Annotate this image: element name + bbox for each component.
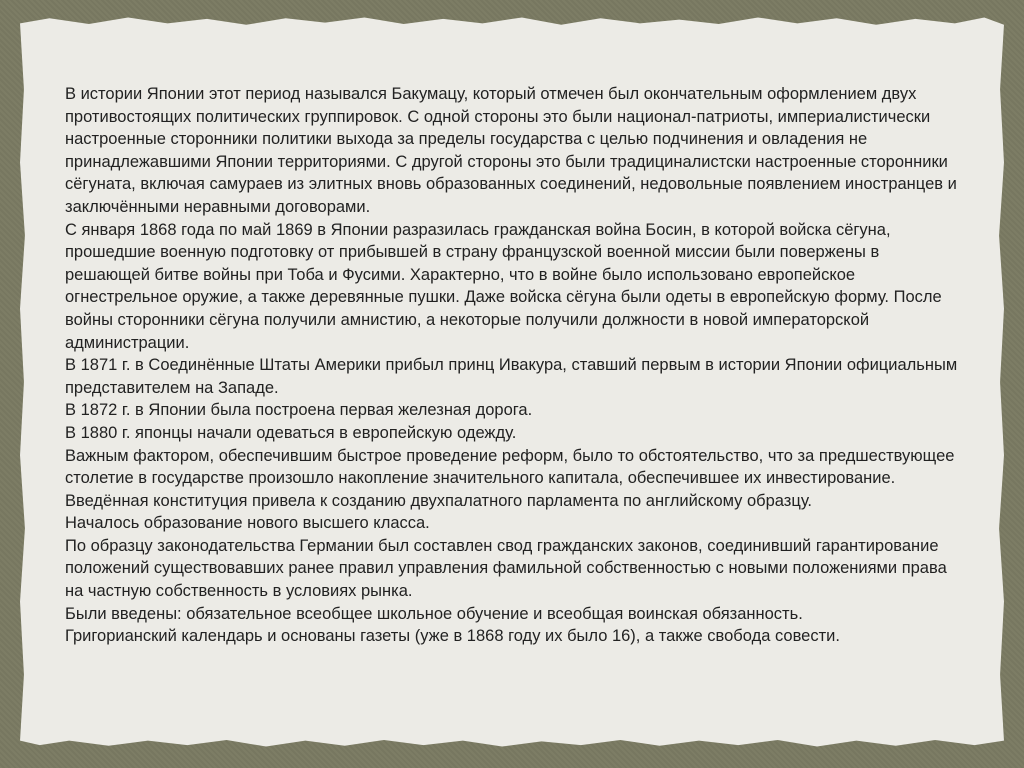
paragraph: Были введены: обязательное всеобщее школьное обучение и всеобщая воинская обязанность. bbox=[65, 604, 803, 623]
text-body bbox=[65, 83, 965, 648]
paragraph: Важным фактором, обеспечившим быстрое проведение реформ, было то обстоятельство, что за предшествующее столетие в государстве произошло накопление значительного капитала, обеспечившее их инвестирование. bbox=[65, 446, 955, 488]
paragraph: В 1880 г. японцы начали одеваться в европейскую одежду. bbox=[65, 423, 517, 442]
paragraph: В истории Японии этот период назывался Бакумацу, который отмечен был окончательным оформлением двух противостоящих политических группировок. С одной стороны это были национал-патриоты, империалистически настроенные сторонники политики выхода за пределы государства с целью подчинения и овладения не принадлежавшими Японии территориями. С другой стороны это были традициналистски настроенные сторонники сёгуната, включая самураев из элитных вновь образованных соединений, недовольные появлением иностранцев и заключёнными неравными договорами. bbox=[65, 85, 957, 216]
paragraph: В 1872 г. в Японии была построена первая железная дорога. bbox=[65, 401, 533, 420]
paragraph: Началось образование нового высшего класса. bbox=[65, 514, 430, 533]
paragraph: С января 1868 года по май 1869 в Японии разразилась гражданская война Босин, в которой войска сёгуна, прошедшие военную подготовку от прибывшей в страну французской военной миссии были повержены в решающей битве войны при Тоба и Фусими. Характерно, что в войне было использовано европейское огнестрельное оружие, а также деревянные пушки. Даже войска сёгуна были одеты в европейскую форму. После войны сторонники сёгуна получили амнистию, а некоторые получили должности в новой императорской администрации. bbox=[65, 220, 942, 352]
paragraph: Введённая конституция привела к созданию двухпалатного парламента по английскому образцу. bbox=[65, 491, 812, 510]
paragraph: В 1871 г. в Соединённые Штаты Америки прибыл принц Ивакура, ставший первым в истории Японии официальным представителем на Западе. bbox=[65, 356, 958, 397]
paragraph: Григорианский календарь и основаны газеты (уже в 1868 году их было 16), а также свобода совести. bbox=[65, 627, 840, 646]
paragraph: По образцу законодательства Германии был составлен свод гражданских законов, соединивший гарантирование положений существовавших ранее правил управления фамильной собственностью с новыми положениями права на частную собственность в условиях рынка. bbox=[65, 536, 947, 601]
